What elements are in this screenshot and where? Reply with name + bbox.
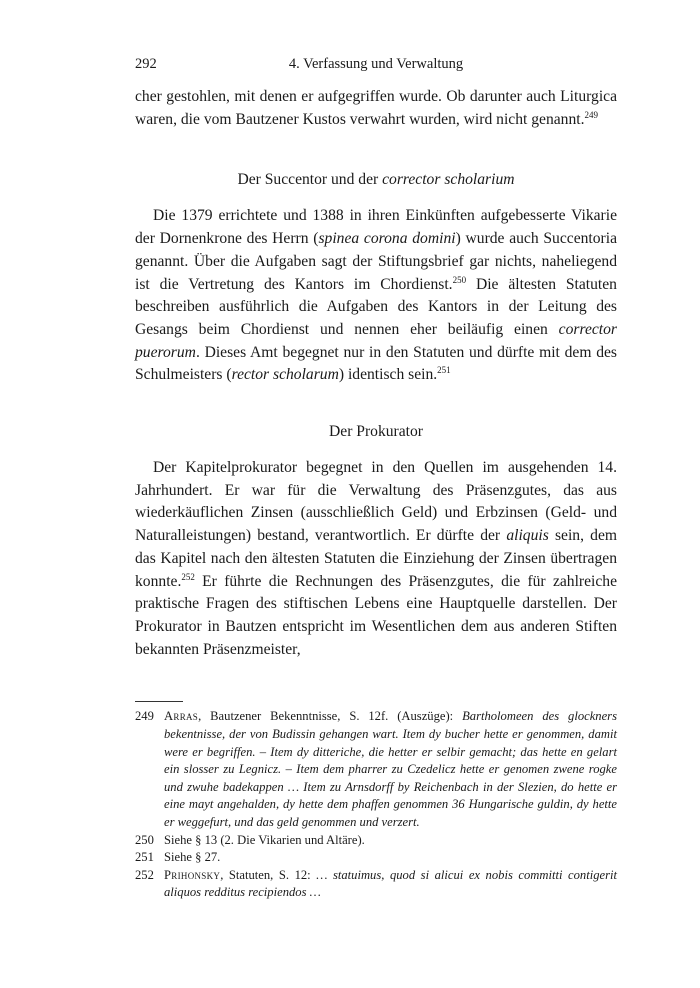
footnote-ref-251[interactable]: 251 bbox=[437, 365, 451, 376]
intro-text: cher gestohlen, mit denen er aufgegriffen wurde. Ob darunter auch Liturgica waren, die vom Bautzener Kustos verwahrt wurden, wird nicht genannt. bbox=[135, 88, 617, 128]
succentor-text-1: Die 1379 errichtete und 1388 in ihren Einkünften aufgebesserte Vikarie der Dornenkrone des Herrn ( bbox=[135, 207, 617, 248]
footnote-author: Prihonsky bbox=[164, 867, 221, 882]
footnote-ref-252[interactable]: 252 bbox=[181, 571, 195, 582]
succentor-text-4: . Dieses Amt begegnet nur in den Statuten und dürfte mit dem des Schulmeisters ( bbox=[135, 343, 617, 384]
prokurator-text-3: Er führte die Rechnungen des Präsenzgutes, die für zahlreiche praktische Fragen des stiftischen Lebens eine Hauptquelle darstellen. Der Prokurator in Bautzen entspricht im Wesentlichen dem aus anderen Stiften bekannten Präsenzmeister, bbox=[135, 572, 617, 658]
prokurator-paragraph bbox=[135, 457, 617, 661]
footnote-ref-250[interactable]: 250 bbox=[452, 274, 467, 285]
footnote-number: 250 bbox=[135, 832, 154, 847]
page-header bbox=[135, 56, 617, 78]
footnote-number: 252 bbox=[135, 867, 154, 882]
footnote-author: Arras bbox=[164, 709, 199, 724]
heading-succentor-italic: corrector scholarium bbox=[382, 171, 515, 189]
footnote-ref-249[interactable]: 249 bbox=[584, 109, 598, 120]
succentor-text-2: ) wurde auch Succentoria genannt. Über die Aufgaben sagt der Stiftungsbrief gar nichts, naheliegend ist die Vertretung des Kantors im Chordienst. bbox=[135, 230, 617, 293]
section-heading-prokurator: Der Prokurator bbox=[329, 423, 423, 441]
footnote-number: 249 bbox=[135, 709, 154, 724]
prokurator-italic-1: aliquis bbox=[506, 527, 549, 545]
succentor-text-5: ) identisch sein. bbox=[338, 366, 438, 384]
footnote-ref: , Bautzener Bekenntnisse, S. 12f. (Auszüge): bbox=[198, 709, 463, 724]
footnotes bbox=[135, 708, 617, 902]
footnote-250 bbox=[135, 832, 617, 850]
page-number: 292 bbox=[135, 56, 157, 72]
footnote-text: Siehe § 27. bbox=[164, 850, 221, 865]
section-heading-succentor bbox=[135, 169, 617, 191]
succentor-italic-1: spinea corona domini bbox=[318, 230, 456, 248]
prokurator-text-1: Der Kapitelprokurator begegnet in den Quellen im ausgehenden 14. Jahrhundert. Er war für die Verwaltung des Präsenzgutes, das aus wiederkäuflichen Zinsen (ausschließlich Geld) und Erbzinsen (Geld- und Naturalleistungen) bestand, verantwortlich. Er dürfte der bbox=[135, 459, 617, 545]
footnote-text bbox=[164, 708, 617, 831]
succentor-italic-2: corrector puerorum bbox=[135, 320, 617, 361]
prokurator-text-2: sein, dem das Kapitel nach den ältesten Statuten die Einziehung der Zinsen übertragen konnte. bbox=[135, 527, 617, 590]
footnote-text bbox=[164, 867, 617, 902]
running-title: 4. Verfassung und Verwaltung bbox=[288, 56, 464, 72]
footnote-252 bbox=[135, 867, 617, 902]
footnote-quote: Bartholomeen des glockners bekentnisse, der von Budissin gehangen wart. Item dy bucher hette er genommen, damit were er begriffen. – Item dy ditteriche, die hetter er selbir gemacht; das hette en gelart ein slosser zu Legnicz. – Item dem pharrer zu Czedelicz hette er genomen zwene rogke und zwuhe badekappen … Item zu Arnsdorff by Reichenbach in der Slezien, do hette er eine mayt angehalden, dy hette dem phaffen genommen 36 Hungarische guldin, dy hette er weggefurt, und das geld genommen und verzert. bbox=[164, 709, 617, 829]
intro-paragraph bbox=[135, 86, 617, 131]
succentor-text-3: Die ältesten Statuten beschreiben ausführlich die Aufgaben des Kantors in der Leitung des Gesangs beim Chordienst und nennen eher beiläufig einen bbox=[135, 275, 617, 338]
footnote-quote: … statuimus, quod si alicui ex nobis committi contigerit aliquos redditus recipiendos … bbox=[164, 867, 617, 900]
succentor-italic-3: rector scholarum bbox=[231, 366, 339, 384]
footnote-249 bbox=[135, 708, 617, 831]
footnote-ref: , Statuten, S. 12: bbox=[220, 867, 317, 882]
succentor-paragraph bbox=[135, 205, 617, 387]
heading-succentor-text: Der Succentor und der bbox=[237, 171, 383, 189]
footnote-text: Siehe § 13 (2. Die Vikarien und Altäre). bbox=[164, 832, 365, 847]
footnote-number: 251 bbox=[135, 850, 154, 865]
page bbox=[135, 56, 617, 902]
footnote-separator bbox=[135, 701, 183, 702]
footnote-251 bbox=[135, 849, 617, 867]
